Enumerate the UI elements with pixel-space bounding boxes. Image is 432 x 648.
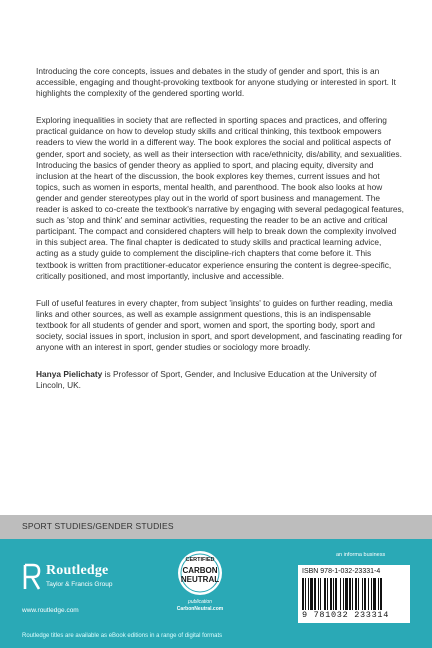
publisher-name: Routledge — [46, 563, 109, 578]
barcode-bar — [308, 578, 309, 610]
barcode-bar — [349, 578, 351, 610]
badge-carbon-text: CARBON — [182, 566, 218, 575]
barcode-bar — [314, 578, 316, 610]
blurb-paragraph-3: Full of useful features in every chapter, from subject 'insights' to guides on further reading, media links and other sources, as well as example assignment questions, this is an indispensable textbook for all students of gender and sport, women and sport, the sporting body, sport and society, social issues in sport, inclusion in sport, and sport development, and fascinating reading for anyone with an interest in sport, gender studies or sociology more broadly. — [36, 297, 403, 353]
barcode-icon — [302, 578, 406, 610]
barcode-bar — [302, 578, 304, 610]
author-bio-text: is Professor of Sport, Gender, and Inclusive Education at the University of Lincoln, UK. — [36, 369, 377, 391]
barcode-bar — [320, 578, 321, 610]
barcode-bar — [368, 578, 369, 610]
isbn-text: ISBN 978-1-032-23331-4 — [302, 568, 381, 575]
barcode-bar — [345, 578, 348, 610]
barcode-bar — [333, 578, 334, 610]
author-name: Hanya Pielichaty — [36, 369, 103, 380]
author-bio — [36, 369, 404, 391]
subject-label: SPORT STUDIES/GENDER STUDIES — [22, 521, 174, 531]
publisher-logo — [22, 563, 132, 603]
subject-band — [0, 515, 432, 539]
barcode-panel — [298, 565, 410, 623]
barcode-bar — [305, 578, 306, 610]
publisher-url: www.routledge.com — [22, 607, 79, 614]
badge-certified-text: CERTIFIED — [185, 557, 215, 563]
barcode-bar — [371, 578, 372, 610]
barcode-bar — [340, 578, 341, 610]
carbon-neutral-badge-icon — [177, 549, 223, 597]
barcode-bar — [310, 578, 313, 610]
barcode-bar — [324, 578, 326, 610]
barcode-number: 9 781032 233314 — [302, 610, 390, 620]
routledge-r-icon — [22, 563, 42, 591]
carbon-neutral-mark — [170, 549, 230, 619]
cert-url: CarbonNeutral.com — [176, 606, 224, 612]
barcode-bar — [373, 578, 376, 610]
informa-tagline: an informa business — [336, 552, 386, 558]
barcode-bar — [362, 578, 363, 610]
badge-neutral-text: NEUTRAL — [180, 575, 220, 584]
barcode-bar — [380, 578, 382, 610]
barcode-bar — [364, 578, 366, 610]
blurb-paragraph-1: Introducing the core concepts, issues and debates in the study of gender and sport, this is an accessible, engaging and thought-provoking textbook for anyone studying or interested in sport. It highlights the complexity of the gendered sporting world. — [36, 66, 396, 99]
barcode-bar — [330, 578, 332, 610]
barcode-bar — [352, 578, 353, 610]
barcode-bar — [355, 578, 357, 610]
publisher-group: Taylor & Francis Group — [46, 581, 113, 588]
ebook-note: Routledge titles are available as eBook editions in a range of digital formats — [22, 633, 223, 639]
barcode-bar — [343, 578, 344, 610]
barcode-bar — [327, 578, 328, 610]
blurb-paragraph-2: Exploring inequalities in society that are reflected in sporting spaces and practices, and offering practical guidance on how to develop study skills and critical thinking, this textbook empowers readers to view the world in a different way. The book explores the social and political aspects of gender, sport and society, as well as their intersection with race/ethnicity, dis/ability, and sexualities. Introducing the basics of gender theory as applied to sport, and placing equity, diversity and inclusion at the heart of the discussion, the book explores key themes, current issues and hot topics, such as women in esports, mental health, and parenthood. The book also looks at how gender and gender stereotypes play out in the world of sport business and management. The reader is asked to co-create the textbook's narrative by engaging with several pedagogical features, such as 'stop and think' and seminar activities, requesting the reader to be an active and critical participant. The compact and considered chapters will help to break down the complexity involved in this subject area. The final chapter is dedicated to study skills and practical learning advice, acting as a study guide to complement the discipline-rich chapters that come before it. This textbook is written from practitioner-educator experience ensuring the content is degree-specific, critically positioned, and most importantly, inclusive and accessible. — [36, 115, 405, 281]
barcode-bar — [378, 578, 379, 610]
barcode-bar — [358, 578, 359, 610]
barcode-bar — [318, 578, 319, 610]
cert-label: publication — [188, 599, 212, 605]
cover-footer — [0, 539, 432, 648]
back-cover-blurb — [36, 66, 404, 407]
barcode-bar — [335, 578, 337, 610]
